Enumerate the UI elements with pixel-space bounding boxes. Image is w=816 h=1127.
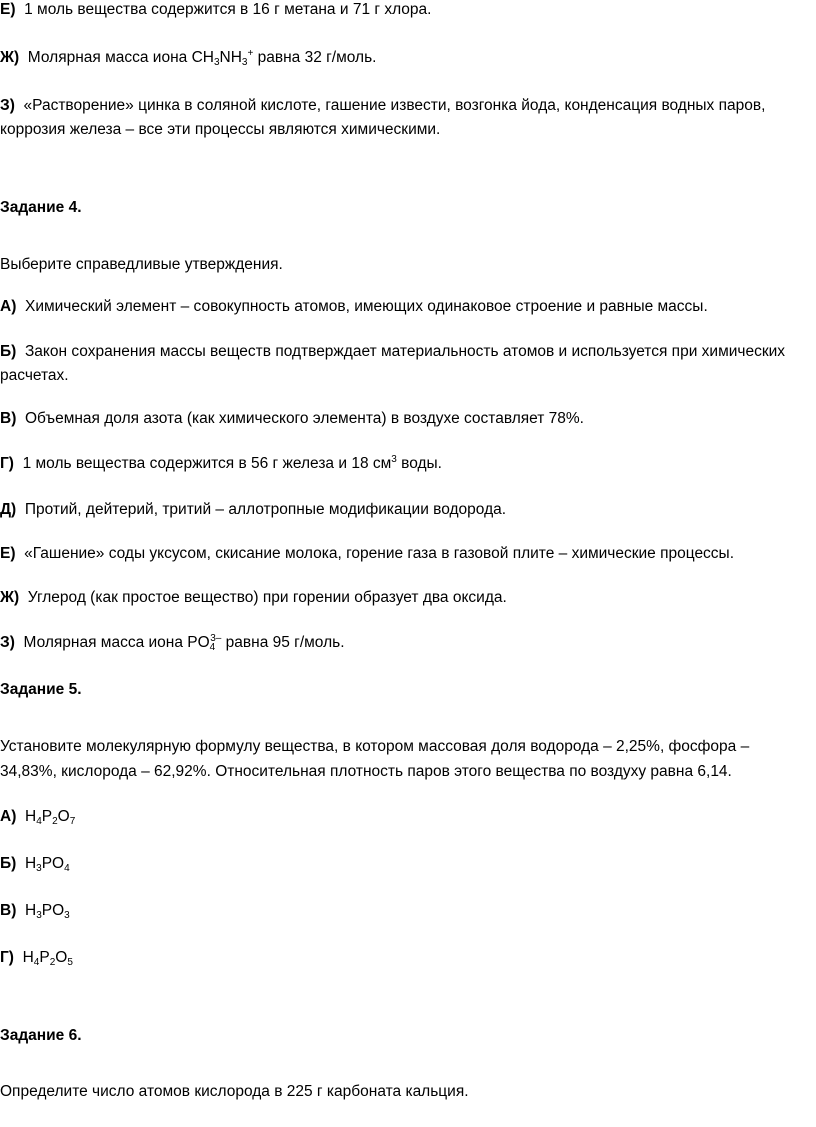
formula-symbol: PO — [41, 902, 65, 919]
task3-option-z — [0, 94, 765, 118]
option-text: Объемная доля азота (как химического элемента) в воздухе составляет 78%. — [24, 410, 584, 427]
superscript: + — [247, 48, 254, 59]
superscript: 3 — [391, 454, 397, 465]
superscript: 3– — [210, 633, 222, 644]
formula-symbol: H — [24, 855, 37, 872]
option-label: А) — [0, 298, 17, 315]
task5-option-b — [0, 852, 70, 876]
task5-title: Задание 5. — [0, 681, 82, 698]
formula-symbol: H — [24, 902, 37, 919]
formula-symbol: H — [24, 808, 37, 825]
option-label: Б) — [0, 343, 17, 360]
option-text: 1 моль вещества содержится в 16 г метана и 71 г хлора. — [24, 1, 432, 18]
task5-option-v — [0, 899, 70, 923]
formula-symbol: P — [41, 808, 53, 825]
formula-symbol: O — [55, 949, 68, 966]
option-label: Г) — [0, 949, 14, 966]
task4-title: Задание 4. — [0, 199, 82, 216]
subscript: 4 — [36, 816, 42, 827]
option-text: воды. — [396, 455, 442, 472]
chemical-formula — [23, 949, 73, 966]
task3-option-e — [0, 0, 431, 22]
option-label: Ж) — [0, 589, 20, 606]
task4-option-b — [0, 340, 785, 364]
option-text: Углерод (как простое вещество) при горении образует два оксида. — [27, 589, 507, 606]
formula-symbol: PO — [41, 855, 65, 872]
option-label: Г) — [0, 455, 14, 472]
chemical-formula — [25, 808, 75, 825]
chemical-formula — [25, 855, 70, 872]
task4-option-d — [0, 498, 506, 522]
task4-prompt: Выберите справедливые утверждения. — [0, 256, 283, 273]
subscript: 4 — [64, 863, 70, 874]
task4-option-g — [0, 452, 442, 476]
subscript: 4 — [33, 957, 40, 968]
option-text: Химический элемент – совокупность атомов, имеющих одинаковое строение и равные массы. — [24, 298, 708, 315]
option-label: А) — [0, 808, 17, 825]
formula-symbol: H — [22, 949, 34, 966]
formula-symbol: O — [57, 808, 70, 825]
option-text: «Гашение» соды уксусом, скисание молока, горение газа в газовой плите – химические процессы. — [24, 545, 735, 562]
option-text: NH — [219, 49, 242, 66]
task5-option-g — [0, 946, 73, 970]
subscript: 5 — [67, 957, 73, 968]
subscript: 3 — [241, 57, 248, 68]
subscript: 3 — [213, 57, 220, 68]
option-text: Молярная масса иона CH — [27, 49, 214, 66]
task6-prompt: Определите число атомов кислорода в 225 г карбоната кальция. — [0, 1083, 469, 1100]
task5-prompt-line2: 34,83%, кислорода – 62,92%. Относительная плотность паров этого вещества по воздуху равна 6,14. — [0, 763, 732, 780]
task5-prompt-line1: Установите молекулярную формулу вещества, в котором массовая доля водорода – 2,25%, фосфора – — [0, 738, 750, 755]
option-text: равна 32 г/моль. — [253, 49, 377, 66]
task4-option-b-cont — [0, 364, 69, 388]
subscript: 2 — [52, 816, 58, 827]
option-text: Молярная масса иона PO — [23, 634, 210, 651]
task5-option-a — [0, 805, 75, 829]
option-label: З) — [0, 634, 15, 651]
option-label: В) — [0, 902, 17, 919]
subscript: 2 — [49, 957, 56, 968]
task4-option-v — [0, 407, 584, 431]
option-label: Ж) — [0, 49, 20, 66]
option-label: Е) — [0, 545, 16, 562]
option-label: Д) — [0, 501, 17, 518]
option-label: Е) — [0, 1, 16, 18]
task4-option-z — [0, 631, 345, 655]
option-text: Протий, дейтерий, тритий – аллотропные модификации водорода. — [24, 501, 507, 518]
subscript: 3 — [36, 863, 42, 874]
option-label: В) — [0, 410, 17, 427]
option-text: «Растворение» цинка в соляной кислоте, гашение извести, возгонка йода, конденсация водных паров, — [23, 97, 766, 114]
formula-symbol: P — [39, 949, 50, 966]
subscript: 3 — [36, 910, 42, 921]
option-text: Закон сохранения массы веществ подтверждает материальность атомов и используется при химических — [24, 343, 786, 360]
task6-title: Задание 6. — [0, 1027, 82, 1044]
task4-option-a — [0, 295, 708, 319]
subscript: 7 — [69, 816, 76, 827]
subscript: 4 — [209, 642, 216, 653]
chemical-formula — [25, 902, 70, 919]
option-label: З) — [0, 97, 15, 114]
task3-option-z-cont — [0, 118, 440, 142]
task3-option-zh — [0, 46, 376, 70]
option-text: коррозия железа – все эти процессы являются химическими. — [0, 121, 441, 138]
task4-option-zh — [0, 586, 507, 610]
option-text: 1 моль вещества содержится в 56 г железа и 18 см — [22, 455, 392, 472]
option-label: Б) — [0, 855, 17, 872]
subscript: 3 — [64, 910, 70, 921]
option-text: равна 95 г/моль. — [221, 634, 345, 651]
option-text: расчетах. — [0, 367, 69, 384]
task4-option-e — [0, 542, 734, 566]
